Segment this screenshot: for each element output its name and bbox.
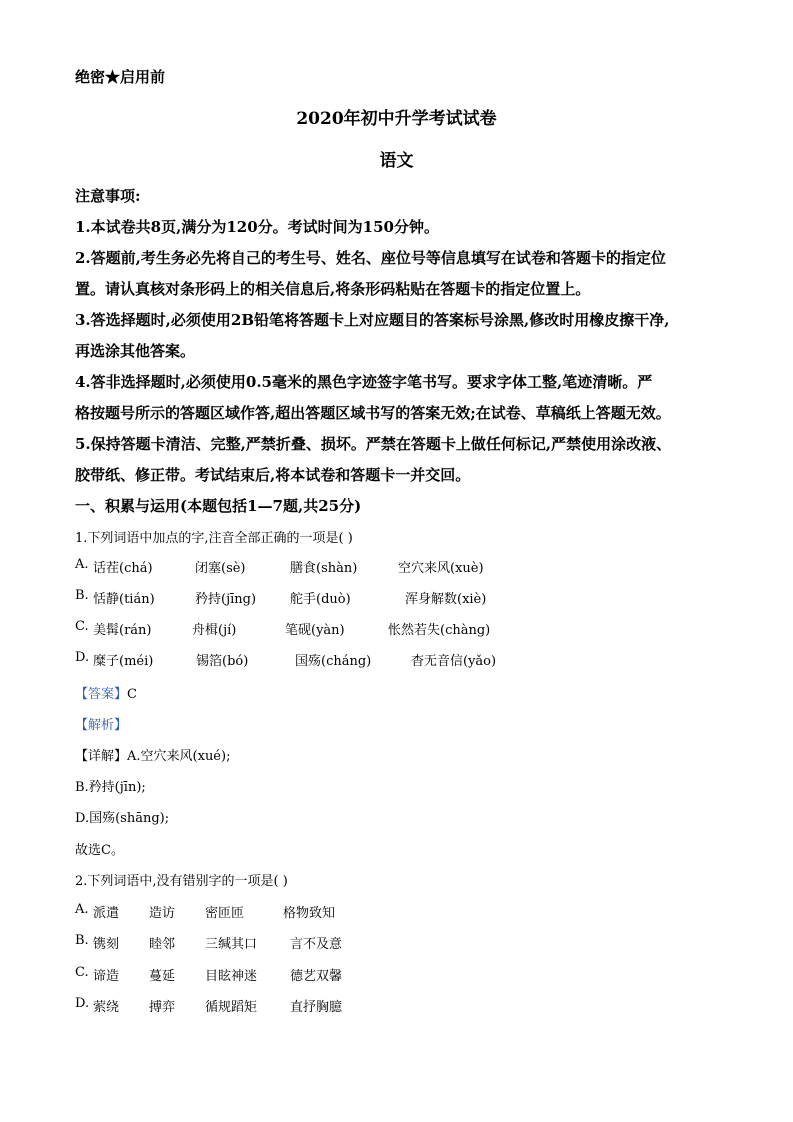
option-label: D. bbox=[75, 650, 90, 665]
option-item: 目眩神迷 bbox=[205, 969, 258, 984]
option-item: 密匝匝 bbox=[205, 906, 245, 921]
analysis-tag: 【解析】 bbox=[75, 718, 128, 733]
note-line: 5.保持答题卡清洁、完整,严禁折叠、损坏。严禁在答题卡上做任何标记,严禁使用涂改液、 bbox=[75, 435, 672, 453]
option-item: 闭塞(sè) bbox=[195, 561, 246, 576]
note-line: 置。请认真核对条形码上的相关信息后,将条形码粘贴在答题卡的指定位置上。 bbox=[75, 280, 591, 298]
option-item: 镌刻 bbox=[93, 937, 120, 952]
option-item: 膳食(shàn) bbox=[290, 561, 358, 576]
option-item: 直抒胸臆 bbox=[290, 1000, 343, 1015]
option-label: A. bbox=[75, 902, 89, 917]
note-line: 3.答选择题时,必须使用2B铅笔将答题卡上对应题目的答案标号涂黑,修改时用橡皮擦干净, bbox=[75, 311, 670, 329]
option-item: 格物致知 bbox=[283, 906, 336, 921]
confidential-label: 绝密★启用前 bbox=[75, 68, 166, 86]
note-line: 再选涂其他答案。 bbox=[75, 342, 196, 360]
question-stem: 1.下列词语中加点的字,注音全部正确的一项是( ) bbox=[75, 531, 353, 546]
answer-value: C bbox=[127, 687, 137, 702]
option-item: 循规蹈矩 bbox=[205, 1000, 258, 1015]
subject-title: 语文 bbox=[379, 151, 414, 171]
note-line: 1.本试卷共8页,满分为120分。考试时间为150分钟。 bbox=[75, 218, 439, 236]
option-item: 舵手(duò) bbox=[290, 592, 351, 607]
option-label: B. bbox=[75, 588, 89, 603]
exam-title: 2020年初中升学考试试卷 bbox=[296, 109, 497, 129]
detail-line: 故选C。 bbox=[75, 843, 124, 858]
option-item: 睦邻 bbox=[149, 937, 176, 952]
option-item: 谛造 bbox=[93, 969, 120, 984]
detail-line: D.国殇(shāng); bbox=[75, 811, 170, 826]
option-item: 萦绕 bbox=[93, 1000, 120, 1015]
option-item: 空穴来风(xuè) bbox=[398, 561, 484, 576]
option-item: 笔砚(yàn) bbox=[285, 623, 345, 638]
option-item: 恬静(tián) bbox=[93, 592, 155, 607]
note-line: 2.答题前,考生务必先将自己的考生号、姓名、座位号等信息填写在试卷和答题卡的指定位 bbox=[75, 249, 666, 267]
option-item: 国殇(cháng) bbox=[295, 654, 372, 669]
option-item: 德艺双馨 bbox=[290, 969, 343, 984]
note-line: 4.答非选择题时,必须使用0.5毫米的黑色字迹签字笔书写。要求字体工整,笔迹清晰。严 bbox=[75, 373, 653, 391]
option-item: 搏弈 bbox=[149, 1000, 176, 1015]
detail-text: A.空穴来风(xué); bbox=[127, 749, 231, 764]
answer-tag: 【答案】 bbox=[75, 687, 128, 702]
option-item: 锡箔(bó) bbox=[196, 654, 249, 669]
option-item: 造访 bbox=[149, 906, 176, 921]
notes-heading: 注意事项: bbox=[75, 187, 141, 205]
option-item: 美髯(rán) bbox=[93, 623, 152, 638]
option-item: 蔓延 bbox=[149, 969, 176, 984]
note-line: 格按题号所示的答题区域作答,超出答题区域书写的答案无效;在试卷、草稿纸上答题无效。 bbox=[75, 404, 671, 422]
detail-line bbox=[75, 745, 230, 764]
option-item: 舟楫(jí) bbox=[192, 623, 237, 638]
option-item: 浑身解数(xiè) bbox=[405, 592, 487, 607]
option-label: C. bbox=[75, 965, 89, 980]
section-heading: 一、积累与运用(本题包括1—7题,共25分) bbox=[75, 497, 362, 515]
note-line: 胶带纸、修正带。考试结束后,将本试卷和答题卡一并交回。 bbox=[75, 466, 471, 484]
option-item: 话茬(chá) bbox=[93, 561, 153, 576]
option-label: B. bbox=[75, 933, 89, 948]
answer-line bbox=[75, 683, 137, 702]
option-item: 杳无音信(yǎo) bbox=[411, 654, 497, 669]
option-item: 言不及意 bbox=[290, 937, 343, 952]
option-label: D. bbox=[75, 996, 90, 1011]
option-item: 糜子(méi) bbox=[93, 654, 154, 669]
option-item: 三缄其口 bbox=[205, 937, 258, 952]
option-item: 派遣 bbox=[93, 906, 120, 921]
option-item: 怅然若失(chàng) bbox=[388, 623, 491, 638]
detail-line: B.矜持(jīn); bbox=[75, 780, 146, 795]
option-item: 矜持(jīng) bbox=[195, 592, 257, 607]
detail-tag: 【详解】 bbox=[75, 749, 128, 764]
option-label: C. bbox=[75, 619, 89, 634]
question-stem: 2.下列词语中,没有错别字的一项是( ) bbox=[75, 874, 288, 889]
option-label: A. bbox=[75, 557, 89, 572]
